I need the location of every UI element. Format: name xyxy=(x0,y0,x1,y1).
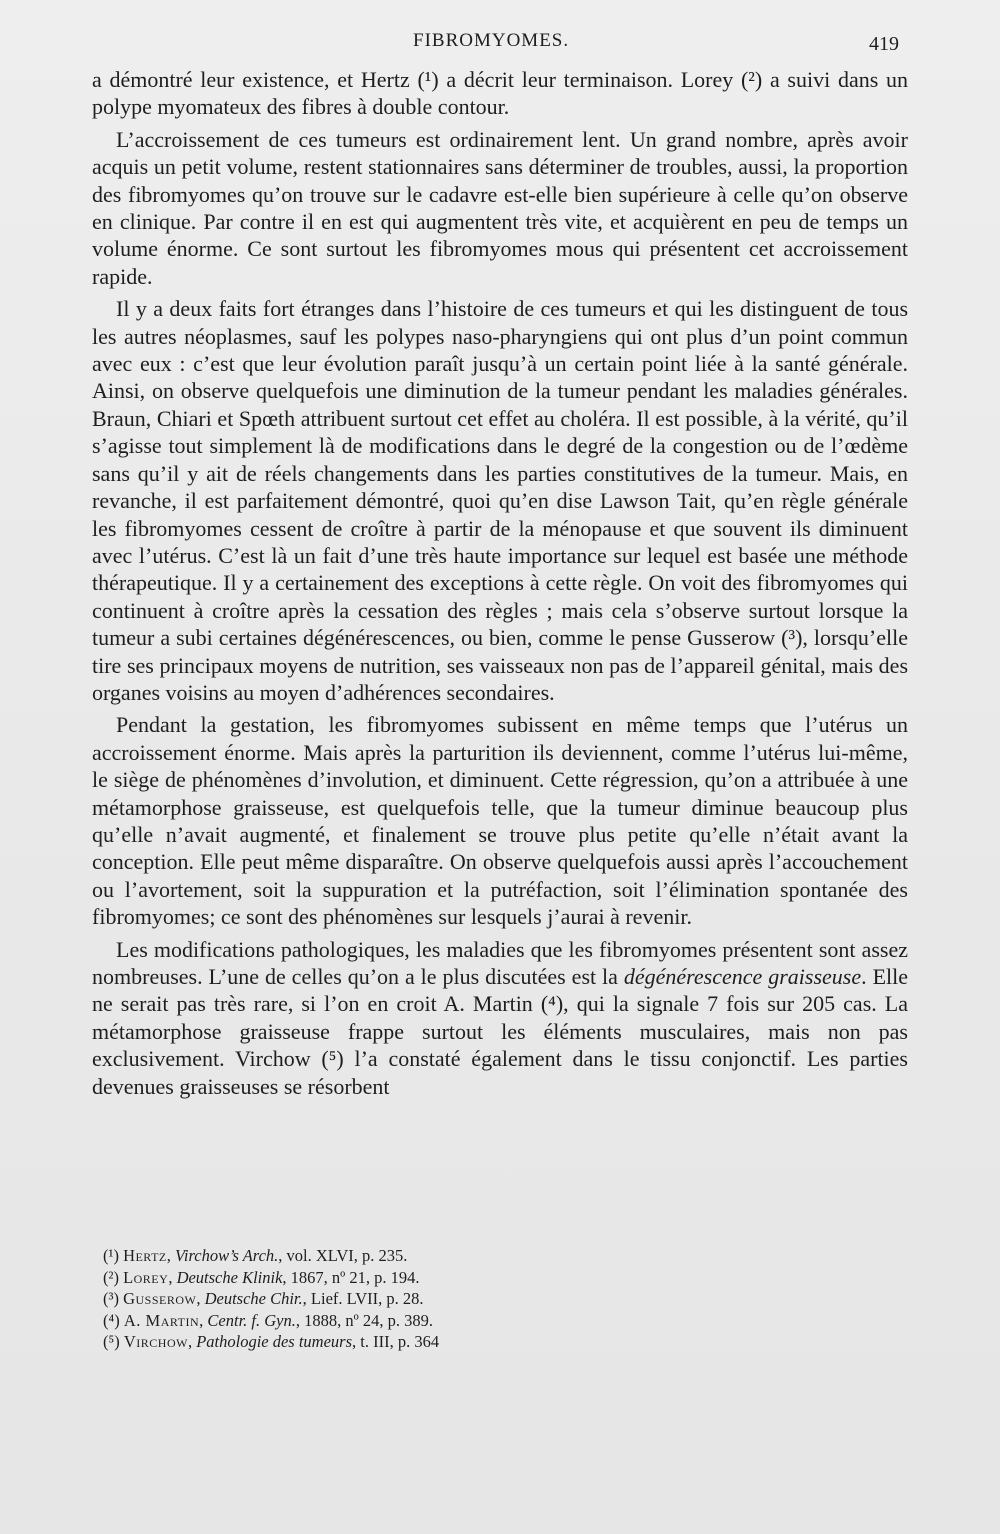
footnote-rest: , t. III, p. 364 xyxy=(352,1332,440,1351)
paragraph-text: L’accroissement de ces tumeurs est ordinairement lent. Un grand nombre, après avoir acquis un petit volume, restent stationnaires sans déterminer de troubles, aussi, la proportion des fibromyomes qu’on trouve sur le cadavre est-elle bien supérieure à celle qu’on observe en clinique. Par contre il en est qui augmentent très vite, et acquièrent en peu de temps un volume énorme. Ce sont surtout les fibromyomes mous qui présentent cet accroissement rapide. xyxy=(92,126,908,289)
footnote: (²) Lorey, Deutsche Klinik, 1867, nº 21, p. 194. xyxy=(103,1267,420,1287)
footnote-title: Deutsche Chir. xyxy=(204,1289,303,1308)
footnote-rest: , 1867, nº 21, p. 194. xyxy=(282,1267,420,1287)
footnote-title: Centr. f. Gyn. xyxy=(207,1310,296,1330)
paragraph-text: a démontré leur existence, et Hertz (¹) a décrit leur terminaison. Lorey (²) a suivi dans un polype myomateux des fibres à double contour. xyxy=(92,67,908,120)
footnote-rest: , 1888, nº 24, p. 389. xyxy=(295,1310,433,1330)
running-title: FIBROMYOMES. xyxy=(413,30,570,51)
body-text xyxy=(92,66,908,1100)
running-head xyxy=(0,30,1000,60)
footnote-title: Deutsche Klinik xyxy=(176,1267,283,1287)
page-number: 419 xyxy=(869,33,899,55)
footnote-author: Lorey xyxy=(123,1267,169,1287)
footnote-author: Virchow xyxy=(123,1332,188,1351)
paragraph-text: Pendant la gestation, les fibromyomes subissent en même temps que l’utérus un accroissement énorme. Mais après la parturition ils deviennent, comme l’utérus lui-même, le siège de phénomènes d’involution, et diminuent. Cette régression, qu’on a attribuée à une métamorphose graisseuse, est quelquefois telle, que la tumeur diminue beaucoup plus qu’elle n’avait augmenté, et finalement se trouve plus petite qu’elle n’était avant la conception. Elle peut même disparaître. On observe quelquefois aussi après l’accouchement ou l’avortement, soit la suppuration et la putréfaction, soit l’élimination spontanée des fibromyomes; ce sont des phénomènes sur lesquels j’aurai à revenir. xyxy=(92,712,908,930)
footnote-mark: (²) xyxy=(103,1267,119,1287)
footnote-mark: (³) xyxy=(103,1289,119,1308)
footnote-author: Hertz xyxy=(123,1246,167,1265)
paragraph-text: . Elle ne serait pas très rare, si l’on en croit A. Martin (⁴), qui la signale 7 fois sur 205 cas. La métamorphose graisseuse frappe surtout les éléments musculaires, mais non pas exclusivement. Virchow (⁵) l’a constaté également dans le tissu conjonctif. Les parties devenues graisseuses se résorbent xyxy=(92,964,909,1099)
footnote-author: A. Martin xyxy=(123,1310,200,1330)
paragraph xyxy=(92,66,908,121)
footnote-mark: (¹) xyxy=(103,1246,119,1265)
paragraph-text: Les modifications pathologiques, les maladies que les fibromyomes présentent sont assez nombreuses. L’une de celles qu’on a le plus discutées est la xyxy=(92,936,908,989)
footnote-title: Virchow’s Arch. xyxy=(175,1246,279,1265)
italic-text: dégénérescence graisseuse xyxy=(623,964,862,989)
paragraph xyxy=(92,126,908,290)
footnote-title: Pathologie des tumeurs xyxy=(196,1332,353,1351)
paragraph xyxy=(92,711,908,930)
footnote-author: Gusserow xyxy=(123,1289,197,1308)
footnote-mark: (⁴) xyxy=(103,1310,120,1330)
footnote-rest: , Lief. LVII, p. 28. xyxy=(302,1289,424,1308)
footnote: (³) Gusserow, Deutsche Chir., Lief. LVII, p. 28. xyxy=(103,1289,424,1308)
footnote: (⁴) A. Martin, Centr. f. Gyn., 1888, nº 24, p. 389. xyxy=(103,1310,433,1330)
footnote-mark: (⁵) xyxy=(103,1332,120,1351)
footnote: (¹) Hertz, Virchow’s Arch., vol. XLVI, p. 235. xyxy=(103,1246,408,1265)
paragraph xyxy=(92,295,908,706)
footnote-rest: , vol. XLVI, p. 235. xyxy=(278,1246,408,1265)
footnotes xyxy=(103,1245,863,1353)
footnote: (⁵) Virchow, Pathologie des tumeurs, t. III, p. 364 xyxy=(103,1332,440,1351)
paragraph xyxy=(92,936,908,1100)
paragraph-text: Il y a deux faits fort étranges dans l’histoire de ces tumeurs et qui les distinguent de tous les autres néoplasmes, sauf les polypes naso-pharyngiens qui ont plus d’un point commun avec eux : c’est que leur évolution paraît jusqu’à un certain point liée à la santé générale. Ainsi, on observe quelquefois une diminution de la tumeur pendant les maladies générales. Braun, Chiari et Spœth attribuent surtout cet effet au choléra. Il est possible, à la vérité, qu’il s’agisse tout simplement là de modifications dans le degré de la congestion ou de l’œdème sans qu’il y ait de réels changements dans les parties constitutives de la tumeur. Mais, en revanche, il est parfaitement démontré, quoi qu’en dise Lawson Tait, qu’en règle générale les fibromyomes cessent de croître à partir de la ménopause et que souvent ils diminuent avec l’utérus. C’est là un fait d’une très haute importance sur lequel est basée une méthode thérapeutique. Il y a certainement des exceptions à cette règle. On voit des fibromyomes qui continuent à croître après la cessation des règles ; mais cela s’observe surtout lorsque la tumeur a subi certaines dégénérescences, ou bien, comme le pense Gusserow (³), lorsqu’elle tire ses principaux moyens de nutrition, ses vaisseaux non pas de l’appareil génital, mais des organes voisins au moyen d’adhérences secondaires. xyxy=(92,296,908,705)
